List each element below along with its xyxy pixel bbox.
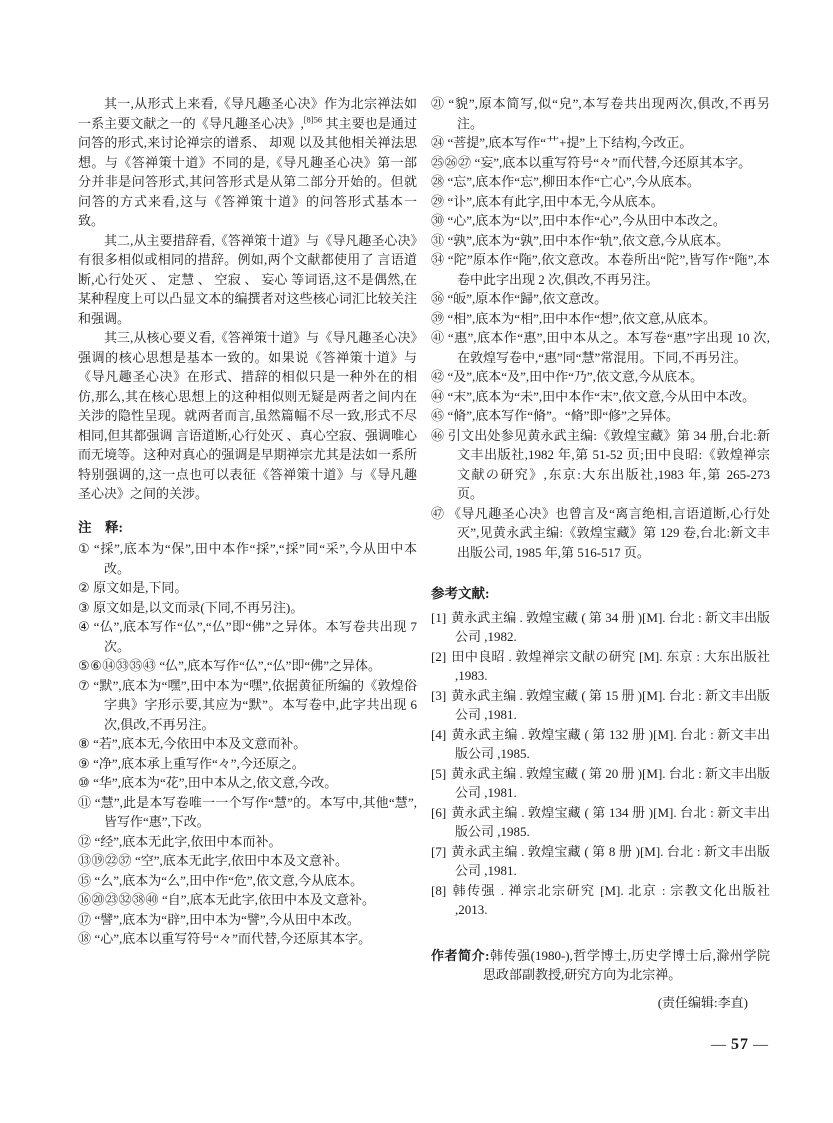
note-text: “自”,底本无此字,依田中本及文意补。 — [162, 892, 376, 907]
reference-label: [5] — [431, 765, 447, 781]
note-label: ⑧ — [78, 736, 91, 751]
note-label: ② — [78, 580, 91, 595]
note-item — [431, 231, 770, 251]
note-text: “相”,底本为“相”,田中本作“想”,依文意,从底本。 — [447, 310, 717, 326]
note-label: ㊻ — [431, 427, 445, 443]
citation-superscript: [8]56 — [303, 114, 323, 125]
note-text: “末”,底本为“未”,田中本作“末”,依文意,今从田中本改。 — [447, 388, 756, 404]
reference-text: 韩传强 . 禅宗北宗研究 [M]. 北京 : 宗教文化出版社 ,2013. — [451, 882, 770, 917]
note-item — [78, 676, 417, 735]
note-item — [431, 94, 770, 133]
reference-item — [431, 764, 770, 803]
note-item — [78, 773, 417, 793]
note-text: “净”,底本承上重写作“々”,今还原之。 — [93, 755, 305, 771]
note-label: ⑦ — [78, 677, 91, 693]
note-item — [78, 910, 417, 930]
body-paragraph-3: 其三,从核心要义看,《答禅策十道》与《导凡趣圣心决》强调的核心思想是基本一致的。如果说《答禅策十道》与《导凡趣圣心决》在形式、措辞的相似只是一种外在的相仿,那么,其在核心思想上的这种相似则无疑是两者之间内在关涉的隐性呈现。就两者而言,虽然篇幅不尽一致,形式不尽相同,但其都强调 言语道断,心行处灭 、真心空寂、强调唯心而无境等。这种对真心的强调是早期禅宗尤其是法如一系所特别强调的,这一点也可以表征《答禅策十道》与《导凡趣圣心决》之间的关涉。 — [78, 330, 417, 501]
note-text: “经”,底本无此字,依田中本而补。 — [94, 833, 282, 849]
note-label: ⑩ — [78, 775, 91, 790]
reference-item — [431, 803, 770, 842]
note-label: ④ — [78, 619, 91, 634]
note-item — [78, 656, 417, 676]
note-item — [431, 406, 770, 426]
reference-item — [431, 881, 770, 920]
left-column — [78, 94, 417, 1012]
note-item — [78, 851, 417, 871]
reference-item — [431, 686, 770, 725]
note-item — [431, 309, 770, 329]
note-text: “仏”,底本写作“仏”,“仏”即“佛”之异体。本写卷共出现 7 次。 — [93, 619, 417, 654]
reference-text: 黄永武主编 . 敦煌宝藏 ( 第 15 册 )[M]. 台北 : 新文丰出版公司 ,1981. — [451, 687, 770, 722]
author-bio-label: 作者简介: — [431, 947, 490, 963]
reference-label: [1] — [431, 609, 447, 625]
note-item — [78, 578, 417, 598]
notes-list-right — [431, 94, 770, 562]
reference-text: 黄永武主编 . 敦煌宝藏 ( 第 8 册 )[M]. 台北 : 新文丰出版公司 ,1981. — [451, 843, 770, 878]
reference-text: 田中良昭 . 敦煌禅宗文献の研究 [M]. 东京 : 大东出版社 ,1983. — [451, 648, 770, 683]
note-text: “空”,底本无此字,依田中本及文意补。 — [135, 853, 349, 868]
editor-note: (责任编辑:李直) — [657, 994, 748, 1010]
note-item — [431, 387, 770, 407]
two-column-layout — [78, 94, 770, 1012]
reference-label: [6] — [431, 804, 447, 820]
note-label: ㊱ — [431, 291, 445, 306]
note-label: ㉞ — [431, 252, 445, 267]
note-text: 原文如是,以文而录(下同,不再另注)。 — [93, 599, 304, 615]
note-label: ① — [78, 541, 91, 556]
note-text: “么”,底本为“么”,田中作“危”,依文意,今从底本。 — [94, 872, 364, 888]
note-label: ⑪ — [78, 794, 92, 810]
note-label: ㉕㉖㉗ — [431, 154, 472, 170]
note-label: ⑬⑲㉒㊲ — [78, 853, 133, 868]
note-label: ㉚ — [431, 213, 445, 228]
note-item — [431, 328, 770, 367]
note-item — [78, 754, 417, 774]
references-heading: 参考文献: — [431, 586, 490, 601]
note-label: ⑫ — [78, 833, 92, 849]
reference-text: 黄永武主编 . 敦煌宝藏 ( 第 132 册 )[M]. 台北 : 新文丰出版公司 ,1985. — [451, 726, 770, 761]
page-footer — [711, 1036, 769, 1054]
note-item — [78, 539, 417, 578]
note-label: ③ — [78, 599, 91, 615]
note-label: ⑱ — [78, 931, 92, 946]
note-text: “孰”,底本为“孰”,田中本作“轨”,依文意,今从底本。 — [447, 232, 730, 248]
note-text: “脩”,底本写作“脩”。“脩”即“修”之异体。 — [447, 408, 679, 423]
reference-item — [431, 608, 770, 647]
note-label: ⑨ — [78, 755, 91, 771]
note-text: “譬”,底本为“辟”,田中本为“譬”,今从田中本改。 — [94, 911, 360, 927]
note-item — [78, 929, 417, 949]
note-label: ㊶ — [431, 330, 445, 345]
note-text: 原文如是,下同。 — [93, 580, 188, 595]
footer-dash-right: — — [753, 1037, 769, 1053]
note-item — [78, 734, 417, 754]
note-item — [78, 793, 417, 832]
references-list — [431, 608, 770, 920]
reference-text: 黄永武主编 . 敦煌宝藏 ( 第 34 册 )[M]. 台北 : 新文丰出版公司 ,1982. — [451, 609, 770, 644]
notes-list-left — [78, 539, 417, 949]
note-label: ⑮ — [78, 872, 92, 888]
note-label: ㉙ — [431, 193, 445, 209]
note-text: “貌”,原本简写,似“皃”,本写卷共出现两次,俱改,不再另注。 — [448, 96, 770, 131]
note-item — [431, 367, 770, 387]
note-text: “默”,底本为“嘿”,田中本为“嘿”,依据黄征所编的《敦煌俗字典》字形示要,其应为“默”。本写卷中,此字共出现 6 次,俱改,不再另注。 — [93, 677, 418, 732]
note-text: “慧”,此是本写卷唯一一个写作“慧”的。本写中,其他“慧”,皆写作“惠”,下改。 — [94, 794, 417, 829]
notes-heading: 注 释: — [78, 519, 123, 535]
note-label: ㉘ — [431, 174, 445, 189]
reference-item — [431, 842, 770, 881]
reference-item — [431, 647, 770, 686]
paragraph1-after: 其主要也是通过问答的形式,来讨论禅宗的谱系、 却观 以及其他相关禅法思想。与《答禅策十道》不同的是,《导凡趣圣心决》第一部分并非是问答形式,其问答形式是从第二部分开始的。但就问答的方式来看,这与《答禅策十道》的问答形式基本一致。 — [78, 115, 417, 228]
note-item — [431, 289, 770, 309]
note-text: “採”,底本为“保”,田中本作“採”,“採”同“采”,今从田中本改。 — [93, 541, 418, 576]
page-number: 57 — [731, 1036, 749, 1053]
note-item — [431, 504, 770, 563]
note-text: “华”,底本为“花”,田中本从之,依文意,今改。 — [93, 775, 338, 790]
author-bio-text: 韩传强(1980-),哲学博士,历史学博士后,滁州学院思政部副教授,研究方向为北宗禅。 — [483, 947, 770, 982]
note-item — [431, 250, 770, 289]
reference-label: [3] — [431, 687, 447, 703]
note-text: “惠”,底本作“惠”,田中本从之。本写卷“惠”字出现 10 次,在敦煌写卷中,“惠”同“慧”常混用。下同,不再另注。 — [447, 330, 770, 365]
footer-dash-left: — — [711, 1037, 727, 1053]
note-text: “菩提”,底本写作“艹+提”上下结构,今改正。 — [447, 135, 693, 150]
reference-text: 黄永武主编 . 敦煌宝藏 ( 第 134 册 )[M]. 台北 : 新文丰出版公司 ,1985. — [451, 804, 770, 839]
note-label: ㊺ — [431, 408, 445, 423]
note-item — [431, 153, 770, 173]
note-label: ㉔ — [431, 135, 445, 150]
note-item — [78, 832, 417, 852]
note-label: ⑤⑥⑭㉝㉟㊸ — [78, 658, 157, 673]
note-item — [431, 172, 770, 192]
note-text: “陀”原本作“陁”,依文意改。本卷所出“陀”,皆写作“陁”,本卷中此字出现 2 次,俱改,不再另注。 — [447, 252, 770, 287]
reference-label: [4] — [431, 726, 447, 742]
note-item — [78, 890, 417, 910]
note-label: ㊼ — [431, 505, 445, 521]
note-text: “仏”,底本写作“仏”,“仏”即“佛”之异体。 — [159, 658, 381, 673]
reference-label: [7] — [431, 843, 447, 859]
note-item — [431, 211, 770, 231]
note-item — [431, 133, 770, 153]
paragraph1-before: 其一,从形式上来看,《导凡趣圣心决》作为北宗禅法如一系主要文献之一的《导凡趣圣心决》, — [78, 96, 417, 131]
note-text: “忘”,底本作“忘”,柳田本作“亡心”,今从底本。 — [447, 174, 700, 189]
note-item — [431, 426, 770, 504]
author-bio — [431, 946, 770, 985]
reference-text: 黄永武主编 . 敦煌宝藏 ( 第 20 册 )[M]. 台北 : 新文丰出版公司 ,1981. — [451, 765, 770, 800]
note-label: ㉛ — [431, 232, 445, 248]
note-text: “妄”,底本以重写符号“々”而代替,今还原其本字。 — [474, 154, 752, 170]
reference-item — [431, 725, 770, 764]
note-text: 《导凡趣圣心决》也曾言及“离言绝相,言语道断,心行处灭”,见黄永武主编:《敦煌宝藏》第 129 卷,台北:新文丰出版公司, 1985 年,第 516-517 页。 — [447, 505, 770, 560]
note-text: “心”,底本以重写符号“々”而代替,今还原其本字。 — [94, 931, 372, 946]
note-item — [78, 617, 417, 656]
note-text: “及”,底本“及”,田中作“乃”,依文意,今从底本。 — [447, 369, 704, 384]
reference-label: [8] — [431, 882, 447, 898]
note-text: “讣”,底本有此字,田中本无,今从底本。 — [447, 193, 664, 209]
note-text: “若”,底本无,今依田中本及文意而补。 — [93, 736, 307, 751]
note-text: 引文出处参见黄永武主编:《敦煌宝藏》第 34 册,台北:新文丰出版社,1982 年,第 51-52 页;田中良昭:《敦煌禅宗文献の研究》,东京:大东出版社,1983 年,第 265-273 页。 — [447, 427, 770, 501]
note-label: ㊴ — [431, 310, 445, 326]
reference-label: [2] — [431, 648, 447, 664]
note-item — [78, 598, 417, 618]
note-item — [78, 871, 417, 891]
note-text: “皈”,原本作“歸”,依文意改。 — [447, 291, 608, 306]
note-label: ⑯⑳㉓㉜㊳㊵ — [78, 892, 160, 907]
note-label: ⑰ — [78, 911, 92, 927]
note-item — [431, 192, 770, 212]
note-label: ㊹ — [431, 388, 445, 404]
right-column — [431, 94, 770, 1012]
note-label: ㊷ — [431, 369, 445, 384]
note-label: ㉑ — [431, 96, 446, 111]
body-paragraph-1 — [78, 94, 417, 231]
note-text: “心”,底本为“以”,田中本作“心”,今从田中本改之。 — [447, 213, 726, 228]
body-paragraph-2: 其二,从主要措辞看,《答禅策十道》与《导凡趣圣心决》有很多相似或相同的措辞。例如,两个文献都使用了 言语道断,心行处灭 、 定慧 、 空寂 、 妄心 等词语,这不是偶然,在某种程度上可以凸显文本的编撰者对这些核心词汇比较关注和强调。 — [78, 232, 417, 326]
